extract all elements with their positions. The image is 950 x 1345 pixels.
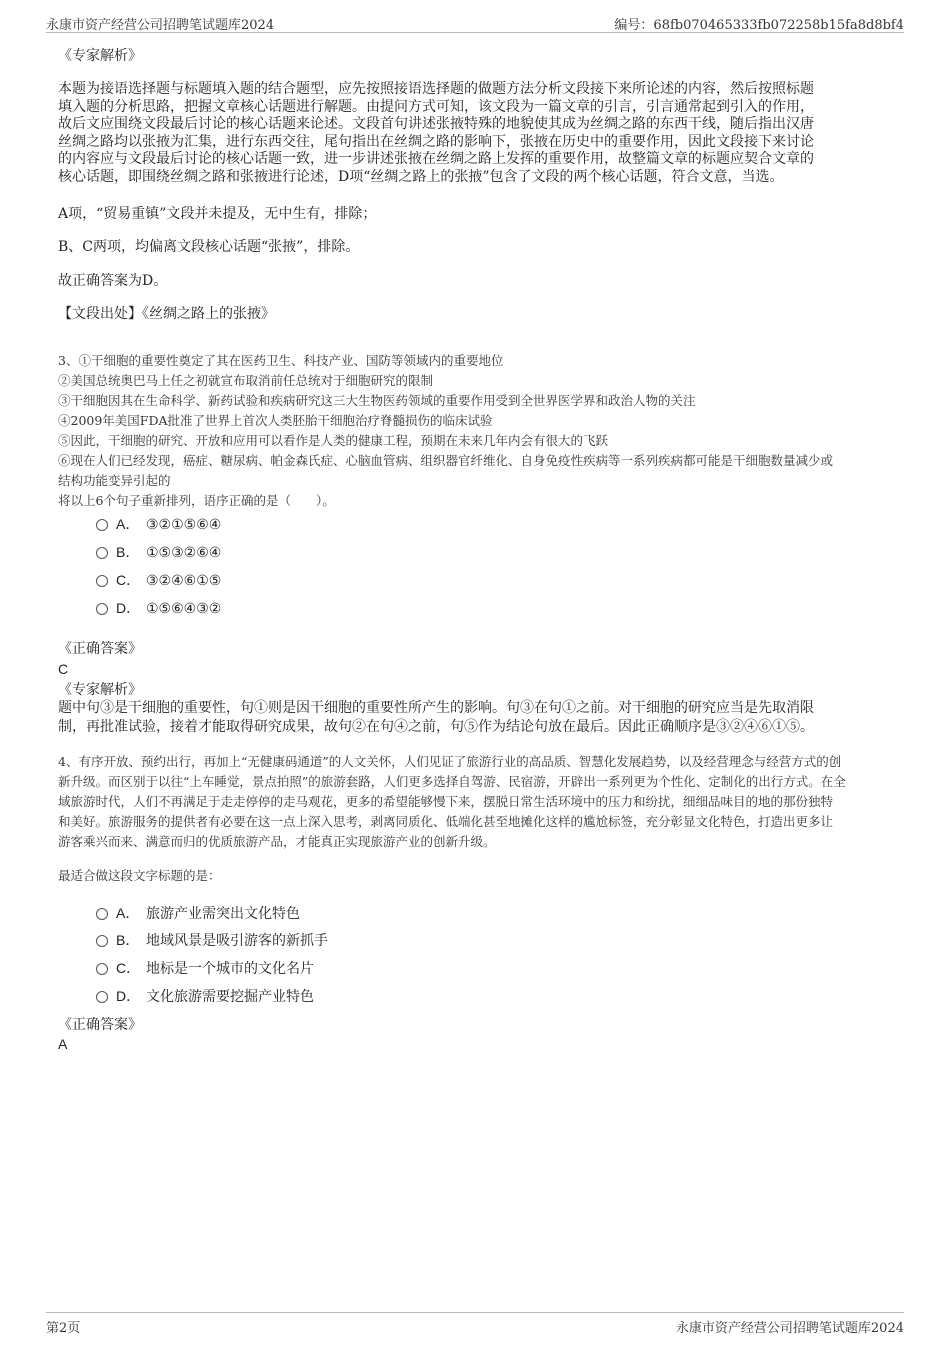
q2-analysis-line: 丝绸之路均以张掖为汇集，进行东西交往，尾句指出在丝绸之路的影响下，张掖在历史中的重要作用，因此文段接下来讨论 bbox=[58, 133, 814, 150]
page-number: 第2页 bbox=[46, 1321, 81, 1336]
q4-stem-line: 4、有序开放、预约出行，再加上“无健康码通道”的人文关怀，人们见证了旅游行业的高品质、智慧化发展趋势，以及经营理念与经营方式的创 bbox=[58, 754, 842, 769]
radio-icon[interactable] bbox=[96, 603, 108, 615]
q3-analysis-line: 制，再批准试验，接着才能取得研究成果，故句②在句④之前，句⑤作为结论句放在最后。因此正确顺序是③②④⑥①⑤。 bbox=[58, 719, 814, 735]
q2-conclusion: 故正确答案为D。 bbox=[58, 273, 168, 289]
q3-option-d[interactable]: D． ①⑤⑥④③② bbox=[96, 598, 221, 618]
q2-option-a-note: A项，“贸易重镇”文段并未提及，无中生有，排除； bbox=[58, 206, 377, 222]
radio-icon[interactable] bbox=[96, 908, 108, 920]
document-id: 编号：68fb070465333fb072258b15fa8d8bf4 bbox=[614, 18, 904, 33]
q3-option-c[interactable]: C． ③②④⑥①⑤ bbox=[96, 570, 221, 590]
q4-question: 最适合做这段文字标题的是： bbox=[58, 868, 221, 883]
footer-title: 永康市资产经营公司招聘笔试题库2024 bbox=[675, 1321, 904, 1336]
radio-icon[interactable] bbox=[96, 519, 108, 531]
radio-icon[interactable] bbox=[96, 963, 108, 975]
q4-answer: A bbox=[58, 1036, 68, 1052]
q3-answer: C bbox=[58, 661, 69, 677]
q3-question: 将以上6个句子重新排列，语序正确的是（ ）。 bbox=[58, 493, 335, 508]
q3-stem-line: ③干细胞因其在生命科学、新药试验和疾病研究这三大生物医药领域的重要作用受到全世界医学界和政治人物的关注 bbox=[58, 393, 696, 408]
q3-stem-line: ⑤因此，干细胞的研究、开放和应用可以看作是人类的健康工程，预期在未来几年内会有很大的飞跃 bbox=[58, 433, 609, 448]
q3-stem-line: 结构功能变异引起的 bbox=[58, 473, 171, 488]
page-footer bbox=[46, 1312, 904, 1335]
header-title: 永康市资产经营公司招聘笔试题库2024 bbox=[46, 18, 275, 33]
q4-stem-line: 新升级。而区别于以往“上车睡觉，景点拍照”的旅游套路，人们更多选择自驾游、民宿游，开辟出一系列更为个性化、定制化的出行方式。在全 bbox=[58, 774, 846, 789]
page-header bbox=[46, 12, 904, 33]
q3-stem-line: 3、①干细胞的重要性奠定了其在医药卫生、科技产业、国防等领域内的重要地位 bbox=[58, 353, 504, 368]
q4-stem-line: 域旅游时代，人们不再满足于走走停停的走马观花，更多的希望能够慢下来，摆脱日常生活环境中的压力和纷扰，细细品味目的地的那份独特 bbox=[58, 794, 834, 809]
q3-answer-title: 《正确答案》 bbox=[58, 641, 142, 657]
q4-option-a[interactable]: A． 旅游产业需突出文化特色 bbox=[96, 903, 300, 923]
q3-stem-line: ②美国总统奥巴马上任之初就宣布取消前任总统对于细胞研究的限制 bbox=[58, 373, 434, 388]
q2-expert-title: 《专家解析》 bbox=[58, 48, 142, 64]
q2-analysis-line: 核心话题，即围绕丝绸之路和张掖进行论述，D项“丝绸之路上的张掖”包含了文段的两个核心话题，符合文意，当选。 bbox=[58, 168, 784, 185]
q4-answer-title: 《正确答案》 bbox=[58, 1017, 142, 1033]
q4-option-d[interactable]: D． 文化旅游需要挖掘产业特色 bbox=[96, 986, 314, 1006]
q2-analysis-line: 的内容应与文段最后讨论的核心话题一致，进一步讲述张掖在丝绸之路上发挥的重要作用，故整篇文章的标题应契合文章的 bbox=[58, 151, 814, 167]
q2-option-bc-note: B、C两项，均偏离文段核心话题“张掖”，排除。 bbox=[58, 239, 360, 255]
q3-stem-line: ④2009年美国FDA批准了世界上首次人类胚胎干细胞治疗脊髓损伤的临床试验 bbox=[58, 413, 493, 428]
q4-option-b[interactable]: B． 地域风景是吸引游客的新抓手 bbox=[96, 930, 328, 950]
radio-icon[interactable] bbox=[96, 575, 108, 587]
q2-analysis-line: 本题为接语选择题与标题填入题的结合题型，应先按照接语选择题的做题方法分析文段接下来所论述的内容，然后按照标题 bbox=[58, 81, 814, 97]
q3-stem-line: ⑥现在人们已经发现，癌症、糖尿病、帕金森氏症、心脑血管病、组织器官纤维化、自身免疫性疾病等一系列疾病都可能是干细胞数量减少或 bbox=[58, 453, 834, 468]
q3-option-b[interactable]: B． ①⑤③②⑥④ bbox=[96, 542, 221, 562]
q4-option-c[interactable]: C． 地标是一个城市的文化名片 bbox=[96, 958, 314, 978]
q2-source: 【文段出处】《丝绸之路上的张掖》 bbox=[58, 306, 275, 322]
radio-icon[interactable] bbox=[96, 935, 108, 947]
q3-option-a[interactable]: A． ③②①⑤⑥④ bbox=[96, 514, 221, 534]
radio-icon[interactable] bbox=[96, 991, 108, 1003]
q2-analysis-line: 填入题的分析思路，把握文章核心话题进行解题。由提问方式可知，该文段为一篇文章的引言，引言通常起到引入的作用， bbox=[58, 98, 814, 115]
q4-stem-line: 和美好。旅游服务的提供者有必要在这一点上深入思考，剥离同质化、低端化甚至地摊化这样的尴尬标签，充分彰显文化特色，打造出更多让 bbox=[58, 814, 834, 829]
q3-expert-title: 《专家解析》 bbox=[58, 682, 142, 698]
q4-stem-line: 游客乘兴而来、满意而归的优质旅游产品，才能真正实现旅游产业的创新升级。 bbox=[58, 834, 496, 849]
radio-icon[interactable] bbox=[96, 547, 108, 559]
q3-analysis-line: 题中句③是干细胞的重要性，句①则是因干细胞的重要性所产生的影响。句③在句①之前。对干细胞的研究应当是先取消限 bbox=[58, 700, 814, 716]
q2-analysis-line: 故后文应围绕文段最后讨论的核心话题来论述。文段首句讲述张掖特殊的地貌使其成为丝绸之路的东西干线，随后指出汉唐 bbox=[58, 116, 814, 132]
